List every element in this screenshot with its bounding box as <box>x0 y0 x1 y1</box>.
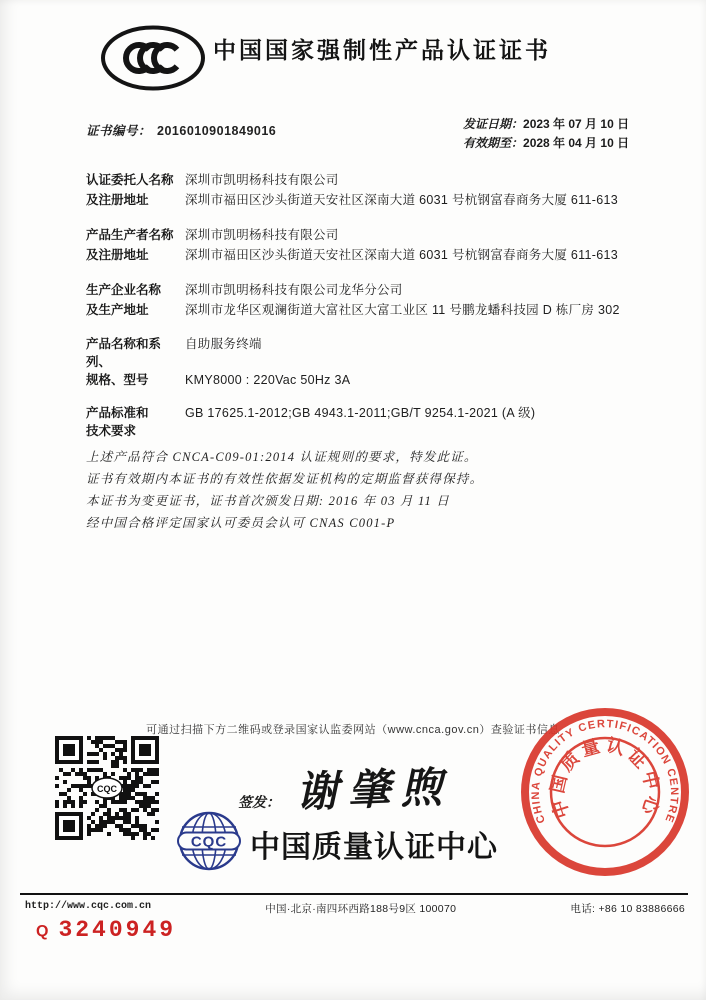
field-producer <box>86 225 634 265</box>
field-value: 深圳市福田区沙头街道天安社区深南大道 6031 号杭钢富春商务大厦 611-613 <box>185 193 618 207</box>
field-label: 产品标准和 <box>86 406 149 420</box>
footer-divider <box>20 893 688 895</box>
ccc-mark-icon <box>99 24 207 92</box>
statement-line: 本证书为变更证书，证书首次颁发日期: 2016 年 03 月 11 日 <box>86 494 450 508</box>
cqc-logo-icon <box>170 810 248 872</box>
field-value: 深圳市凯明杨科技有限公司龙华分公司 <box>185 283 403 297</box>
signed-by-label: 签发： <box>238 796 280 811</box>
cqc-logo-text: CQC <box>190 833 228 851</box>
expiry-date-label: 有效期至： <box>463 136 524 150</box>
statement-line: 上述产品符合 CNCA-C09-01:2014 认证规则的要求，特发此证。 <box>86 450 478 464</box>
verify-note: 可通过扫描下方二维码或登录国家认监委网站（www.cnca.gov.cn）查验证书信息 <box>146 724 560 736</box>
issue-date-label: 发证日期： <box>463 117 524 131</box>
serial-number <box>36 917 176 943</box>
field-label: 产品生产者名称 <box>86 228 174 242</box>
field-label: 认证委托人名称 <box>86 173 174 187</box>
issuer-name: 中国质量认证中心 <box>250 831 498 864</box>
field-label: 及注册地址 <box>86 248 149 262</box>
field-standards <box>86 404 634 440</box>
footer-phone: 电话: +86 10 83886666 <box>570 903 685 915</box>
field-label: 及生产地址 <box>86 303 149 317</box>
field-value: 深圳市福田区沙头街道天安社区深南大道 6031 号杭钢富春商务大厦 611-613 <box>185 248 618 262</box>
certificate-dates <box>463 115 629 153</box>
svg-text:中国质量认证中心 <box>546 734 664 821</box>
field-applicant <box>86 170 634 210</box>
footer-website: http://www.cqc.com.cn <box>25 901 152 912</box>
field-factory <box>86 280 634 320</box>
issue-date-value: 2023 年 07 月 10 日 <box>523 117 630 131</box>
signature-handwriting: 谢肇煦 <box>295 765 453 817</box>
cqc-red-stamp <box>512 699 698 885</box>
field-value: KMY8000 : 220Vac 50Hz 3A <box>185 373 351 387</box>
field-label: 及注册地址 <box>86 193 149 207</box>
expiry-date-row <box>463 134 629 153</box>
statement-line: 证书有效期内本证书的有效性依据发证机构的定期监督获得保持。 <box>86 472 484 486</box>
certificate-title: 中国国家强制性产品认证证书 <box>213 37 551 63</box>
field-label: 产品名称和系列、 <box>86 337 162 369</box>
field-value: 自助服务终端 <box>185 337 262 351</box>
certificate-number-label: 证书编号： <box>86 124 152 138</box>
footer-address: 中国·北京·南四环西路188号9区 100070 <box>265 903 457 915</box>
field-value <box>185 422 634 440</box>
certificate-statements <box>86 446 626 534</box>
qr-code <box>55 736 159 840</box>
serial-digits: 3240949 <box>58 917 177 943</box>
field-value: 深圳市凯明杨科技有限公司 <box>185 228 339 242</box>
field-label: 技术要求 <box>86 424 137 438</box>
stamp-text-zh: 中国质量认证中心 <box>546 734 664 821</box>
footer-bar <box>25 901 685 916</box>
field-value: 深圳市龙华区观澜街道大富社区大富工业区 11 号鹏龙蟠科技园 D 栋厂房 302 <box>185 303 620 317</box>
svg-text:CQC: CQC <box>97 784 117 794</box>
field-product <box>86 335 634 389</box>
field-value: 深圳市凯明杨科技有限公司 <box>185 173 339 187</box>
expiry-date-value: 2028 年 04 月 10 日 <box>523 136 630 150</box>
serial-prefix: Q <box>36 923 49 940</box>
stamp-text-en: CHINA QUALITY CERTIFICATION CENTRE <box>529 718 681 825</box>
field-label: 生产企业名称 <box>86 283 162 297</box>
field-value: GB 17625.1-2012;GB 4943.1-2011;GB/T 9254.1-2021 (A 级) <box>185 406 536 420</box>
issue-date-row <box>463 115 629 134</box>
field-label: 规格、型号 <box>86 373 149 387</box>
certificate-number-value: 2016010901849016 <box>157 124 277 138</box>
certificate-number-row <box>86 121 276 139</box>
certificate-fields <box>86 170 634 455</box>
statement-line: 经中国合格评定国家认可委员会认可 CNAS C001-P <box>86 516 396 530</box>
